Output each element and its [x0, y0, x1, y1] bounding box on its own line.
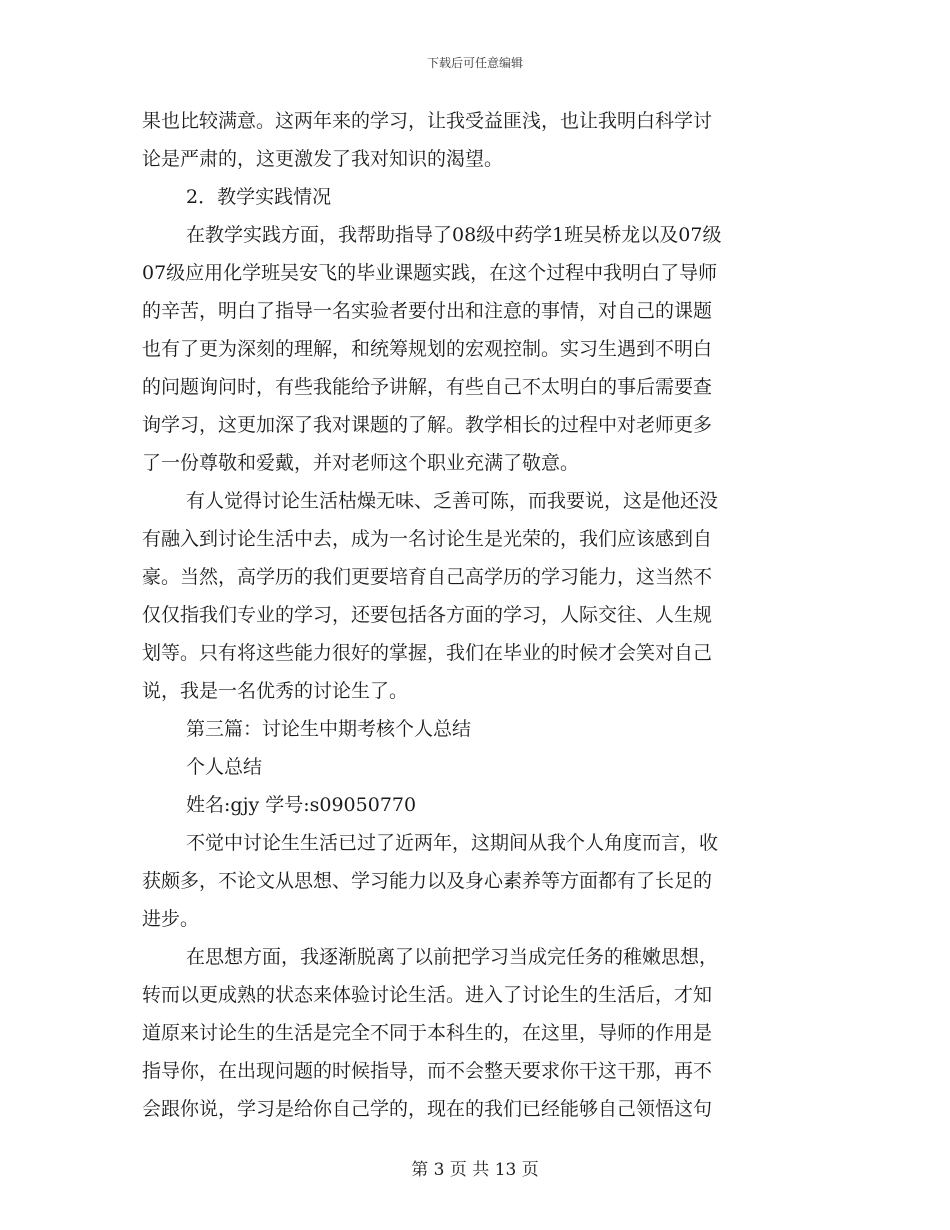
text-line: 转而以更成熟的状态来体验讨论生活。进入了讨论生的生活后，才知	[142, 984, 713, 1006]
text-line: 道原来讨论生的生活是完全不同于本科生的，在这里，导师的作用是	[142, 1022, 713, 1044]
text-line: 个人总结	[186, 756, 263, 778]
text-line: 2．教学实践情况	[186, 186, 332, 208]
text-line: 的辛苦，明白了指导一名实验者要付出和注意的事情，对自己的课题	[142, 300, 713, 322]
text-line: 说，我是一名优秀的讨论生了。	[142, 680, 409, 702]
page-header: 下载后可任意编辑	[426, 56, 523, 70]
text-line: 了一份尊敬和爱戴，并对老师这个职业充满了敬意。	[142, 452, 580, 474]
text-line: 不觉中讨论生生活已过了近两年，这期间从我个人角度而言，收	[186, 832, 719, 854]
text-line: 在教学实践方面，我帮助指导了08级中药学1班吴桥龙以及07级	[186, 224, 722, 246]
text-line: 在思想方面，我逐渐脱离了以前把学习当成完任务的稚嫩思想，	[186, 946, 719, 968]
text-line: 07级应用化学班吴安飞的毕业课题实践，在这个过程中我明白了导师	[142, 262, 718, 284]
text-line: 也有了更为深刻的理解，和统筹规划的宏观控制。实习生遇到不明白	[142, 338, 713, 360]
text-line: 姓名:gjy 学号:s09050770	[186, 794, 417, 816]
text-line: 指导你，在出现问题的时候指导，而不会整天要求你干这干那，再不	[142, 1060, 713, 1082]
text-line: 的问题询问时，有些我能给予讲解，有些自己不太明白的事后需要查	[142, 376, 713, 398]
text-line: 论是严肃的，这更激发了我对知识的渴望。	[142, 148, 504, 170]
document-body	[142, 102, 802, 1128]
text-line: 有融入到讨论生活中去，成为一名讨论生是光荣的，我们应该感到自	[142, 528, 713, 550]
text-line: 进步。	[142, 908, 200, 930]
text-line: 询学习，这更加深了我对课题的了解。教学相长的过程中对老师更多	[142, 414, 713, 436]
text-line: 划等。只有将这些能力很好的掌握，我们在毕业的时候才会笑对自己	[142, 642, 713, 664]
page-footer: 第 3 页 共 13 页	[411, 1160, 539, 1180]
text-line: 有人觉得讨论生活枯燥无味、乏善可陈，而我要说，这是他还没	[186, 490, 719, 512]
text-line: 果也比较满意。这两年来的学习，让我受益匪浅，也让我明白科学讨	[142, 110, 713, 132]
text-line: 豪。当然，高学历的我们更要培育自己高学历的学习能力，这当然不	[142, 566, 713, 588]
text-line: 仅仅指我们专业的学习，还要包括各方面的学习，人际交往、人生规	[142, 604, 713, 626]
text-line: 获颇多，不论文从思想、学习能力以及身心素养等方面都有了长足的	[142, 870, 713, 892]
text-line: 第三篇：讨论生中期考核个人总结	[186, 718, 472, 740]
text-line: 会跟你说，学习是给你自己学的，现在的我们已经能够自己领悟这句	[142, 1098, 713, 1120]
